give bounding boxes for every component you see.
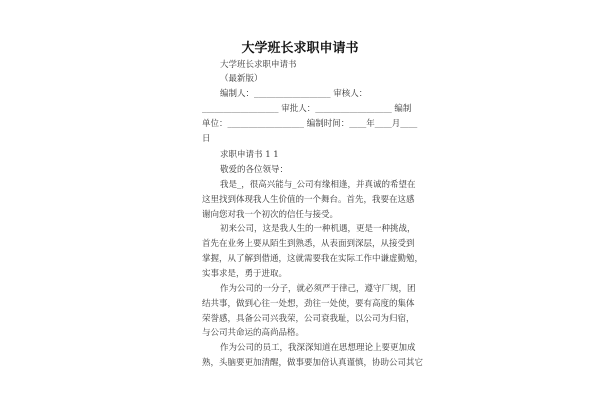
meta-line-approver: __________________ 审批人：__________________ 编制 [202,104,412,114]
body-line: 谢向您对我一个初次的信任与接受。 [202,210,339,220]
body-line: 作为公司的一分子，就必须严于律己，遵守厂规，团 [220,284,416,294]
body-line: 我是_，很高兴能与_公司有缘相逢，并真诚的希望在 [220,180,416,190]
body-line: 初来公司，这是我人生的一种机遇，更是一种挑战， [220,224,416,234]
body-line: 荣誉感，具备公司兴我荣，公司衰我耻，以公司为归宿， [202,314,415,324]
section-title: 求职申请书 1 1 [220,150,279,160]
body-line: 作为公司的员工，我深深知道在思想理论上要更加成 [220,343,416,353]
greeting: 敬爱的各位领导： [220,165,289,175]
meta-line-day: 日 [202,134,211,144]
document-title: 大学班长求职申请书 [241,41,359,56]
body-line: 实事求是，勇于进取。 [202,269,288,279]
body-line: 结共事，做到心往一处想，劲往一处使，要有高度的集体 [202,299,415,309]
meta-line-unit: 单位：__________________ 编制时间：____年____月____ [202,119,418,129]
body-line: 与公司共命运的高尚品格。 [202,328,305,338]
edition-label: （最新版） [220,74,263,84]
body-line: 这里找到体现我人生价值的一个舞台。首先，我要在这感 [202,195,415,205]
meta-line-preparer: 编制人：__________________ 审核人： [220,89,368,99]
body-line: 掌握，从了解到借通，这就需要我在实际工作中谦虚勤勉， [202,254,424,264]
document-subtitle: 大学班长求职申请书 [220,60,297,70]
body-line: 首先在业务上要从陌生到熟悉，从表面到深层，从接受到 [202,239,415,249]
body-line: 熟，头脑要更加清醒，做事要加倍认真谨慎，协助公司其它 [202,358,424,368]
